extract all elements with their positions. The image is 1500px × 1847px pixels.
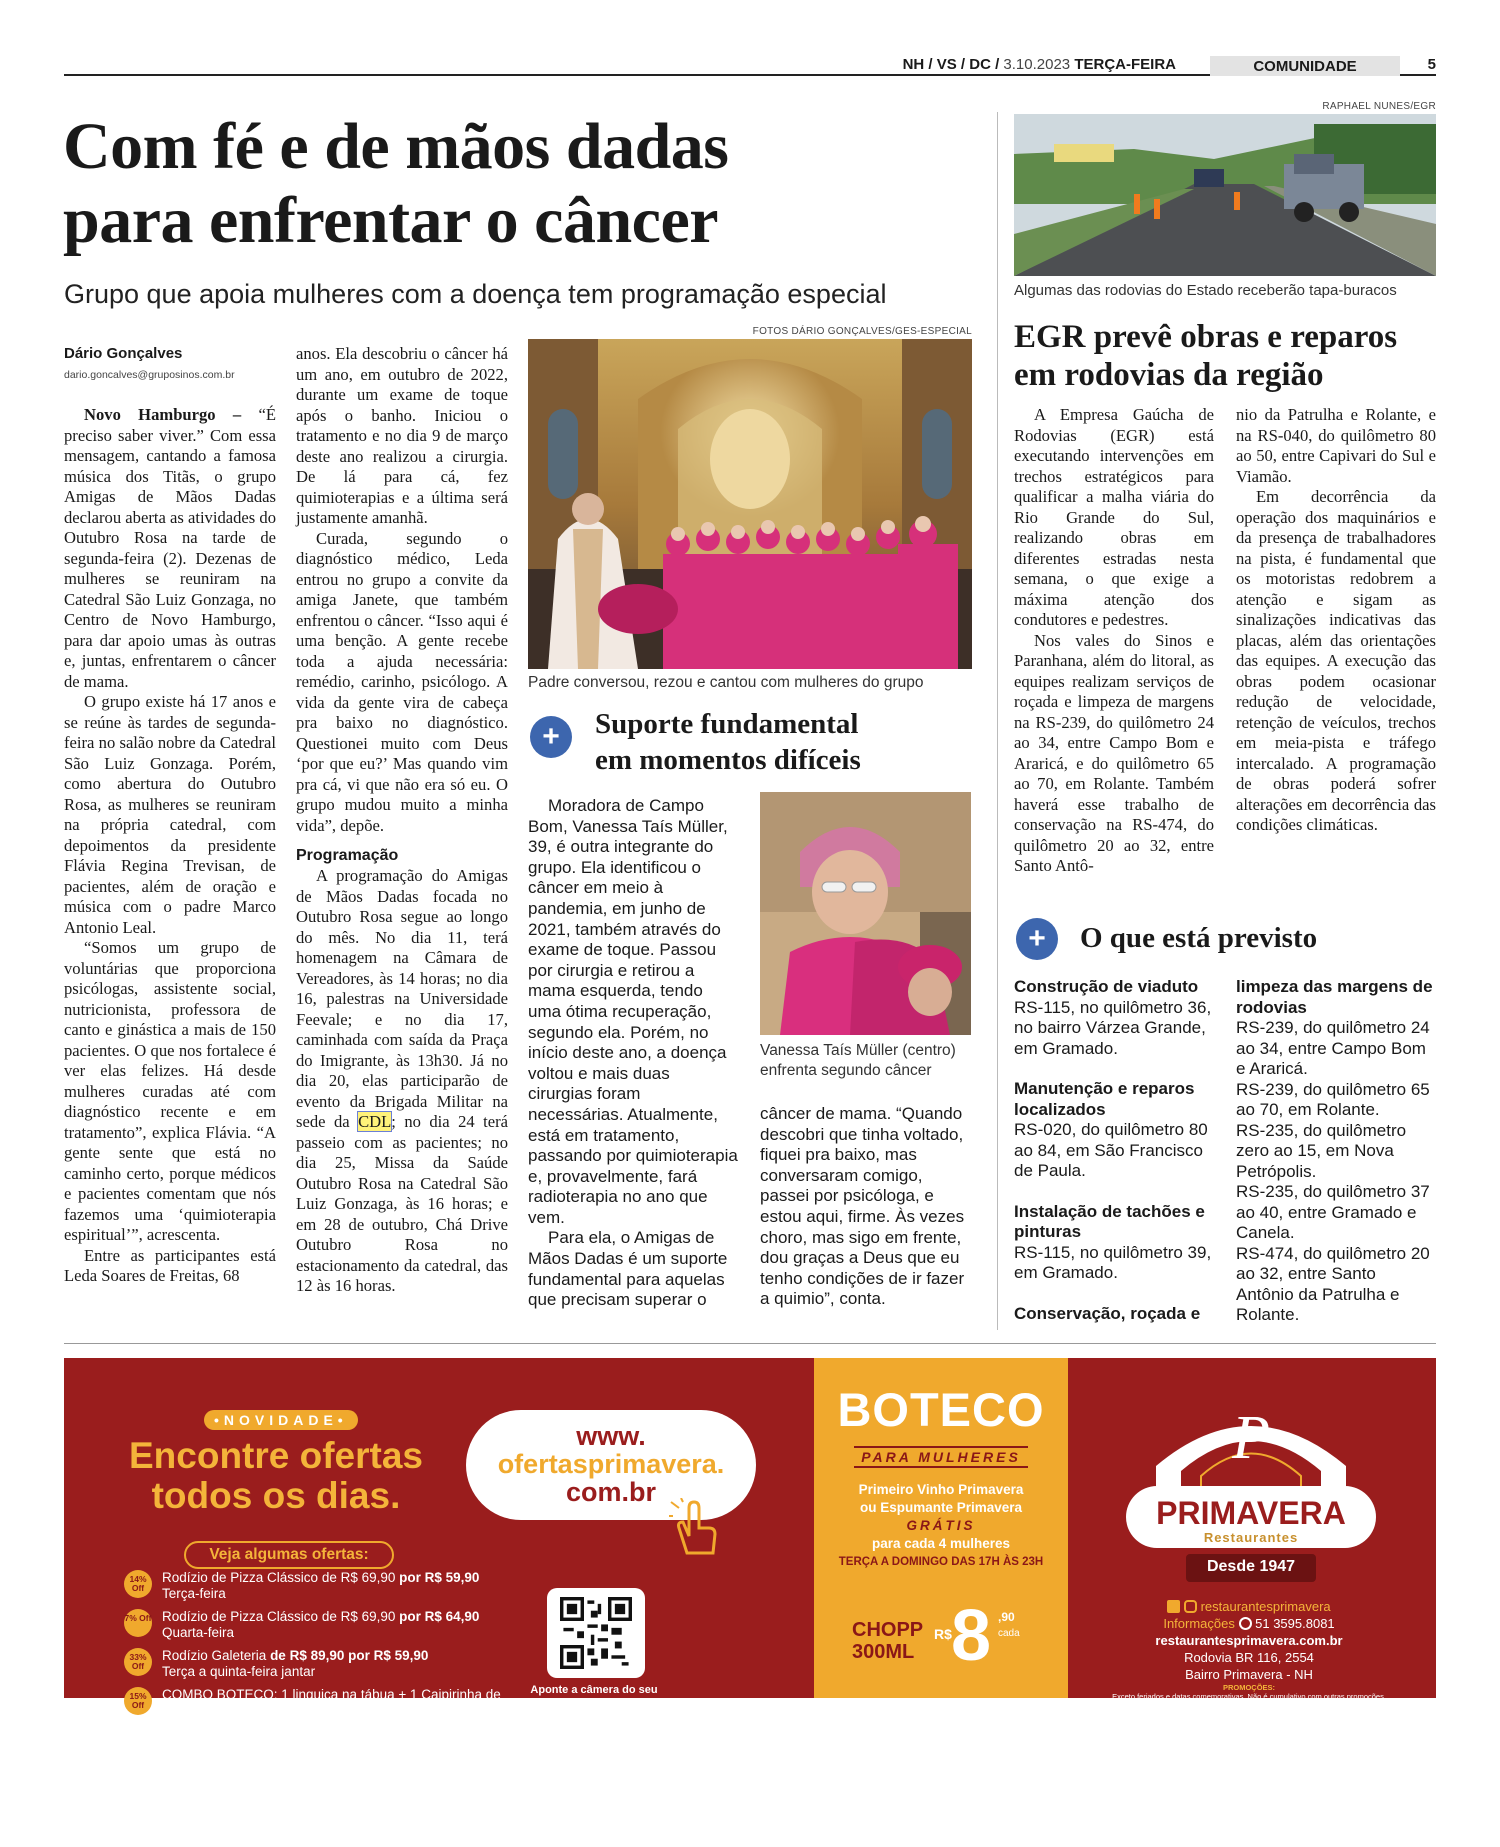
offer-item[interactable] [124,1687,502,1718]
vanessa-photo-caption: Vanessa Taís Müller (centro) enfrenta segundo câncer [760,1042,956,1079]
paragraph: A programação do Amigas de Mãos Dadas focada no Outubro Rosa segue ao longo do mês. No dia 11, terá homenagem na Câmara de Vereadores, às 14 horas; no dia 16, palestras na Universidade Feevale; e no dia 17, caminhada com saída da Praça do Imigrante, às 13h30. Já no dia 20, elas participarão de evento da Brigada Militar na sede da CDL; no dia 24 terá passeio com as pacientes; no dia 25, Missa da Saúde Outubro Rosa na Catedral São Luiz Gonzaga, às 16 horas; e em 28 de outubro, Chá Drive Outubro Rosa no estacionamento da catedral, das 12 às 16 horas. [296,866,508,1295]
previsto-col1: Construção de viaduto RS-115, no quilômetro 36, no bairro Várzea Grande, em Gramado. Manutenção e reparos localizados RS-020, do quilômetro 80 ao 84, em São Francisco de Paula. Instalação de tachões e pinturas RS-115, no quilômetro 39, em Gramado. Conservação, roçada e [1014,977,1212,1323]
whatsapp-icon [1239,1617,1252,1630]
discount-badge: 14% Off [124,1570,152,1598]
column-divider [997,112,998,1330]
egr-headline: EGR prevê obras e reparos em rodovias da região [1014,319,1398,393]
paragraph: “Somos um grupo de voluntárias que proporciona psicólogas, assistente social, nutricionista, professora de canto e ginástica a mais de 150 pacientes. O que nos fortalece é ver elas felizes. Há desde mulheres curadas até com diagnóstico recente e em tratamento”, explica Flávia. “A gente sente que está no caminho certo, porque médicos e pacientes comentam que nós fazemos uma ‘quimioterapia espiritual’”, acrescenta. [64,938,276,1244]
vanessa-photo [760,792,971,1035]
suporte-col1 [528,796,738,1311]
veja-ofertas-label: Veja algumas ofertas: [184,1541,394,1569]
main-article-col2 [296,344,508,1297]
paragraph: Em decorrência da operação dos maquinários e da presença de trabalhadores na pista, é fundamental que os motoristas redobrem a atenção e sigam as sinalizações indicativas das placas, além das orientações das equipes. A execução das obras podem ocasionar redução de velocidade, retenção de veículos, trechos em meia-pista e tráfego intercalado. A programação de obras poderá sofrer alterações em decorrência das condições climáticas. [1236,487,1436,834]
ad-headline: Encontre ofertas todos os dias. [128,1435,423,1516]
boteco-title: BOTECO [837,1383,1045,1436]
highlighted-text: CDL [358,1112,392,1131]
discount-badge: 15% Off [124,1687,152,1715]
paragraph: nio da Patrulha e Rolante, e na RS-040, do quilômetro 80 ao 50, entre Capivari do Sul e Viamão. [1236,405,1436,486]
paragraph: câncer de mama. “Quando descobri que tinha voltado, fiquei pra baixo, mas conversaram comigo, passei por psicóloga, e estou aqui, firme. Às vezes choro, mas sigo em frente, dou graças a Deus que eu tenho condições de ir fazer a quimio”, conta. [760,1104,965,1309]
facebook-icon [1167,1600,1180,1613]
promo-disclaimer: PROMOÇÕES: Exceto feriados e datas comemorativas. Não é cumulativo com outras promoções. Não é cumulativo com compras coletivas. [1112,1683,1386,1710]
paragraph: Nos vales do Sinos e Paranhana, além do litoral, as equipes realizam serviços de roçada e limpeza de margens na RS-239, do quilômetro 24 ao 34, entre Campo Bom e Araricá, e do quilômetro 65 ao 70, em Rolante. Também haverá esse trabalho de conservação na RS-474, do quilômetro 20 ao 32, entre Santo Antô- [1014,630,1214,875]
egr-col2 [1236,405,1436,836]
section-label: COMUNIDADE [1210,56,1400,76]
primavera-restaurantes: Restaurantes [1203,1530,1299,1545]
chopp-price: 8 [951,1596,992,1676]
paragraph: Novo Hamburgo – “É preciso saber viver.” Com essa mensagem, cantando a famosa música dos Titãs, o grupo Amigas de Mãos Dadas declarou aberta as atividades do Outubro Rosa na tarde de segunda-feira (2). Dezenas de mulheres se reuniram na Catedral São Luiz Gonzaga, no Centro de Novo Hamburgo, para dar apoio umas às outras e, juntas, enfrentarem o câncer de mama. [64,405,276,691]
offer-text: COMBO BOTECO: 1 linguiça na tábua + 1 Caipirinha de vodka de R$ 81,90 por R$ 69,90 Terça a domingo [162,1687,501,1718]
primavera-name: PRIMAVERA [1156,1495,1346,1531]
road-photo-image [1014,114,1436,276]
qr-code-image [560,1596,632,1670]
plus-icon: + [530,716,572,758]
paragraph: Para ela, o Amigas de Mãos Dadas é um suporte fundamental para aquelas que precisam superar o [528,1228,728,1310]
paragraph: O grupo existe há 17 anos e se reúne às tardes de segunda-feira no salão nobre da Catedral São Luiz Gonzaga. Porém, como abertura do Outubro Rosa, as mulheres se reuniram na própria catedral, com depoimentos da presidente Flávia Regina Trevisan, de pacientes, além de oração e música com o padre Marco Antonio Leal. [64,692,276,937]
discount-badge: 33% Off [124,1648,152,1676]
qr-code[interactable] [547,1588,645,1678]
ofertas-url-button[interactable]: www. ofertasprimavera. com.br [466,1410,756,1520]
novidade-badge: •NOVIDADE• [204,1410,358,1430]
egr-photo-credit: RAPHAEL NUNES/EGR [1322,101,1436,112]
paragraph: A Empresa Gaúcha de Rodovias (EGR) está executando intervenções em trechos estratégicos para qualificar a malha viária do Rio Grande do Sul, realizando obras em diferentes estradas nesta semana, o que exige a máxima atenção dos condutores e pedestres. [1014,405,1214,629]
boteco-subtitle: PARA MULHERES [854,1446,1028,1468]
primavera-contact: restaurantesprimavera Informações 51 3595.8081 restaurantesprimavera.com.br Rodovia BR 116, 2554 Bairro Primavera - NH [1155,1599,1343,1682]
boteco-panel[interactable] [814,1358,1068,1698]
cathedral-photo [528,339,972,669]
road-photo [1014,114,1436,276]
chopp-cents: ,90 [998,1610,1015,1624]
primavera-desde: Desde 1947 [1206,1558,1296,1575]
ad-divider [64,1343,1436,1344]
discount-badge: 7% Off [124,1609,152,1637]
main-article-col1 [64,405,276,1287]
primavera-monogram: P [1232,1404,1270,1472]
previsto-headline: O que está previsto [1080,922,1318,954]
currency-label: R$ [934,1626,952,1642]
author-name: Dário Gonçalves [64,345,183,362]
chopp-cada: cada [998,1628,1020,1639]
cathedral-photo-caption: Padre conversou, rezou e cantou com mulheres do grupo [528,674,924,691]
paragraph: Moradora de Campo Bom, Vanessa Taís Müller, 39, é outra integrante do grupo. Ela identificou o câncer em meio à pandemia, em junho de 2021, também através do exame de toque. Passou por cirurgia e retirou a mama esquerda, tendo uma ótima recuperação, segundo ela. Porém, no início deste ano, a doença voltou e mais duas cirurgias foram necessárias. Atualmente, está em tratamento, passando por quimioterapia e, provavelmente, fará radioterapia no ano que vem. [528,796,738,1227]
cathedral-photo-image [528,339,972,669]
page-number: 5 [1427,56,1436,73]
page-header [64,56,1436,76]
chopp-label: CHOPP 300ML [852,1619,924,1663]
main-headline: Com fé e de mãos dadas para enfrentar o câncer [63,110,729,257]
programacao-heading: Programação [296,847,399,864]
header-edition-date: NH / VS / DC / 3.10.2023 TERÇA-FEIRA [902,56,1176,73]
offer-item[interactable]: 7% Off Rodízio de Pizza Clássico de R$ 69,90 por R$ 64,90 Quarta-feira [124,1609,480,1640]
egr-col1 [1014,405,1214,877]
paragraph: Curada, segundo o diagnóstico médico, Leda entrou no grupo a convite da amiga Janete, que também enfrentou o câncer. “Isso aqui é uma benção. A gente recebe toda a ajuda necessária: remédio, carinho, psicólogo. A vida da gente vira de cabeça pra baixo no diagnóstico. Questionei muito com Deus ‘por que eu?’ Mas quando vim pra cá, vi que não era só eu. O grupo mudou muito a minha vida”, depõe. [296,528,508,835]
advertisement[interactable] [64,1358,1436,1722]
suporte-col2 [760,1104,972,1310]
main-subtitle: Grupo que apoia mulheres com a doença tem programação especial [64,279,887,309]
hand-pointer-icon [669,1498,724,1558]
paragraph: anos. Ela descobriu o câncer há um ano, em outubro de 2022, durante um exame de toque após o banho. Iniciou o tratamento e no dia 9 de março deste ano realizou a cirurgia. De lá para cá, fez quimioterapias e a última será justamente amanhã. [296,344,508,527]
instagram-icon [1184,1600,1197,1613]
offer-item[interactable]: 14% Off Rodízio de Pizza Clássico de R$ 69,90 por R$ 59,90 Terça-feira [124,1570,502,1601]
photo-credit: FOTOS DÁRIO GONÇALVES/GES-ESPECIAL [752,326,972,337]
offer-item[interactable]: 33% Off Rodízio Galeteria de R$ 89,90 por R$ 59,90 Terça a quinta-feira jantar [124,1648,502,1679]
suporte-headline: Suporte fundamental em momentos difíceis [595,708,861,776]
vanessa-photo-image [760,792,971,1035]
paragraph: Entre as participantes está Leda Soares de Freitas, 68 [64,1245,276,1285]
qr-caption: Aponte a câmera do seu celular e descubra as ofertas. [530,1684,658,1722]
boteco-promo: Primeiro Vinho Primavera ou Espumante Primavera GRÁTIS para cada 4 mulheres TERÇA A DOMINGO DAS 17H ÀS 23H [838,1482,1044,1568]
previsto-col2: limpeza das margens de rodovias RS-239, do quilômetro 24 ao 34, entre Campo Bom e Araricá. RS-239, do quilômetro 65 ao 70, em Rolante. RS-235, do quilômetro zero ao 15, em Nova Petrópolis. RS-235, do quilômetro 37 ao 40, entre Gramado e Canela. RS-474, do quilômetro 20 ao 32, entre Santo Antônio da Patrulha e Rolante. [1236,977,1433,1324]
plus-icon: + [1016,918,1058,960]
road-photo-caption: Algumas das rodovias do Estado receberão tapa-buracos [1014,282,1397,299]
author-email[interactable]: dario.goncalves@gruposinos.com.br [64,369,235,381]
